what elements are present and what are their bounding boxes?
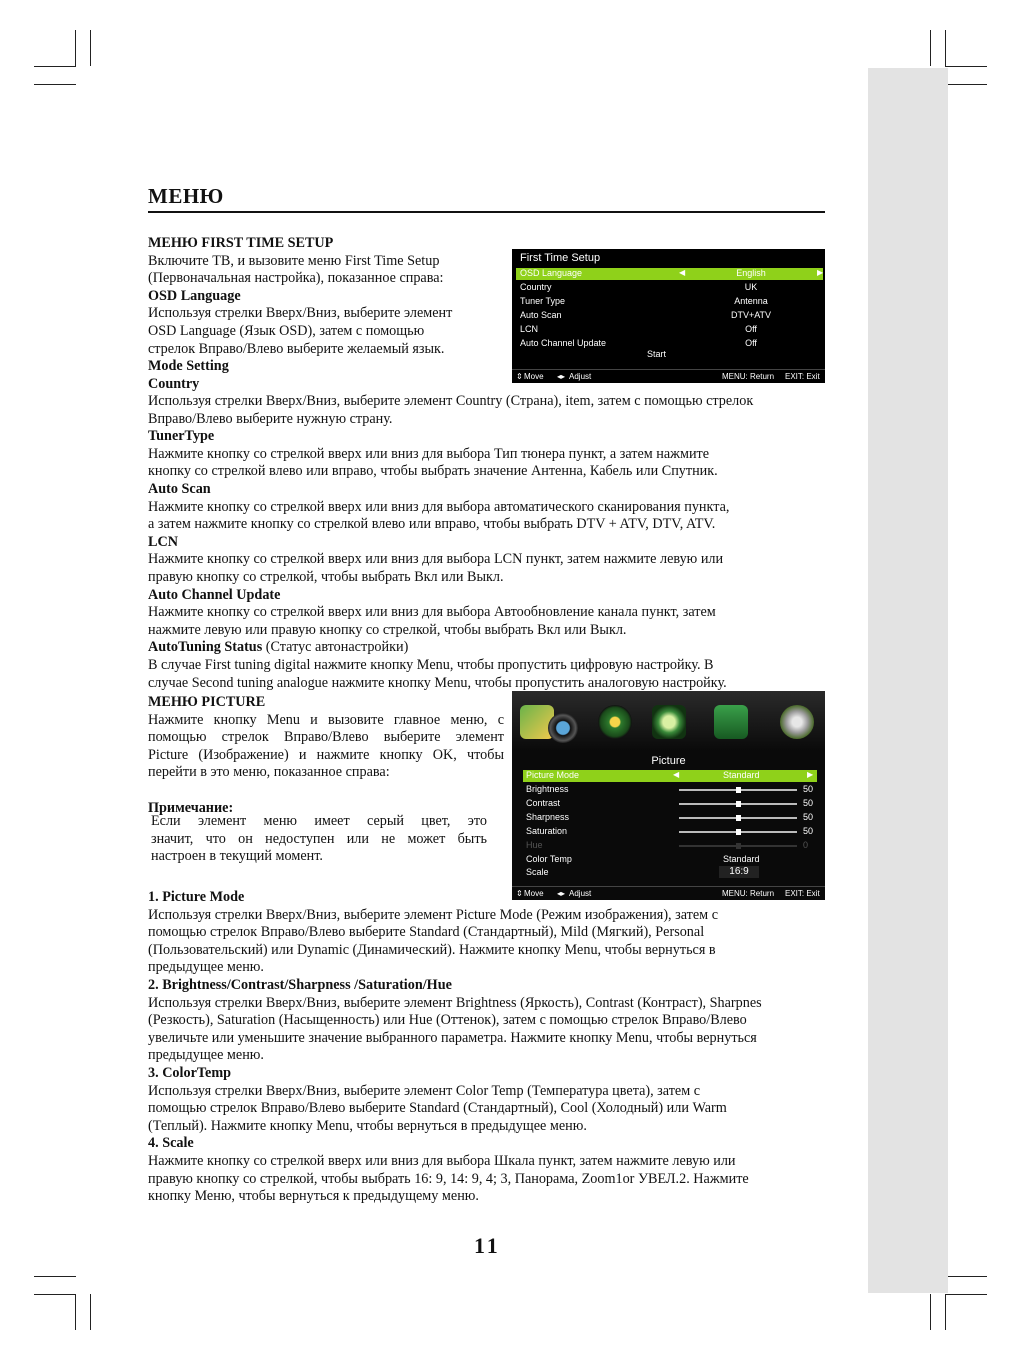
autotuning-status-line — [148, 639, 828, 657]
text-line: Нажмите кнопку Menu и вызовите главное меню, с — [148, 711, 504, 728]
note-text — [151, 813, 487, 866]
osd-language-row[interactable] — [516, 268, 823, 280]
row-label: LCN — [520, 324, 539, 334]
row-label: Picture Mode — [526, 770, 580, 780]
sharpness-row[interactable] — [523, 812, 817, 824]
auto-channel-update-heading: Auto Channel Update — [148, 586, 281, 603]
text-line: (Теплый). Нажмите кнопку Menu, чтобы вернуться в предыдущее меню. — [148, 1117, 587, 1134]
brightness-row[interactable] — [523, 784, 817, 796]
row-value: Standard — [723, 854, 760, 864]
updown-arrows-icon: ⇕ — [516, 372, 523, 381]
settings-gear-icon[interactable] — [780, 705, 814, 739]
text-line: правую кнопку со стрелкой, чтобы выбрать Вкл или Выкл. — [148, 568, 504, 585]
saturation-slider[interactable] — [679, 831, 797, 833]
leftright-arrows-icon: ◂▸ — [557, 372, 566, 381]
text-line: В случае First tuning digital нажмите кнопку Menu, чтобы пропустить цифровую настройку. В — [148, 656, 714, 673]
text-line: предыдущее меню. — [148, 1047, 264, 1064]
first-time-setup-intro — [148, 235, 498, 393]
screen-title: Picture — [651, 755, 686, 767]
row-value: 16:9 — [719, 866, 759, 878]
text-line: нажмите левую или правую кнопку со стрелкой, чтобы выбрать Вкл или Выкл. — [148, 621, 627, 638]
picture-mode-row[interactable] — [523, 770, 817, 782]
note-heading: Примечание: — [148, 799, 234, 816]
text-line: (Резкость), Saturation (Насыщенность) или Hue (Оттенок), затем с помощью стрелок Вправо/Влево — [148, 1012, 747, 1029]
title-rule — [148, 211, 825, 213]
footer-menu-return: MENU: Return — [722, 889, 775, 898]
autotuning-status-heading: AutoTuning Status — [148, 639, 263, 656]
sharpness-slider[interactable] — [679, 817, 797, 819]
auto-channel-update-row[interactable] — [516, 338, 823, 350]
page-title: МЕНЮ — [148, 184, 224, 208]
main-menu-icons — [512, 691, 825, 751]
arrow-left-icon: ◀ — [679, 268, 686, 277]
row-value: Antenna — [734, 296, 768, 306]
color-temp-row[interactable] — [523, 854, 817, 866]
contrast-row[interactable] — [523, 798, 817, 810]
country-heading: Country — [148, 375, 200, 392]
row-label: Auto Scan — [520, 310, 562, 320]
row-value: DTV+ATV — [730, 310, 772, 320]
scale-heading: 4. Scale — [148, 1135, 194, 1152]
page-number: 11 — [474, 1233, 501, 1258]
auto-scan-row[interactable] — [516, 310, 823, 322]
row-label: Tuner Type — [520, 296, 566, 306]
row-label: Saturation — [526, 826, 568, 836]
row-label: Scale — [526, 867, 549, 877]
sound-icon[interactable] — [598, 705, 632, 739]
section-heading: МЕНЮ FIRST TIME SETUP — [148, 235, 334, 251]
tuner-type-row[interactable] — [516, 296, 823, 308]
text-line: Вправо/Влево выберите нужную страну. — [148, 410, 393, 427]
row-label: Contrast — [526, 798, 561, 808]
text-line: Используя стрелки Вверх/Вниз, выберите элемент Color Temp (Температура цвета), затем с — [148, 1082, 701, 1099]
screen-footer — [512, 369, 825, 383]
gray-side-band — [868, 68, 948, 1293]
text-line: Нажмите кнопку со стрелкой вверх или вниз для выбора Тип тюнера пункт, а затем нажмите — [148, 445, 710, 462]
slider-knob[interactable] — [736, 829, 741, 835]
text-line: Нажмите кнопку со стрелкой вверх или вниз для выбора Шкала пункт, затем нажмите левую или — [148, 1152, 736, 1169]
row-value: 50 — [803, 784, 814, 794]
hue-slider — [679, 845, 797, 847]
picture-menu-body — [148, 889, 828, 1206]
footer-move: Move — [524, 889, 544, 898]
arrow-left-icon: ◀ — [673, 770, 680, 779]
footer-adjust: Adjust — [569, 372, 592, 381]
footer-exit: EXIT: Exit — [785, 372, 820, 381]
text-line: кнопку со стрелкой влево или вправо, чтобы выбрать значение Антенна, Кабель или Спутник. — [148, 463, 718, 480]
row-label: Sharpness — [526, 812, 570, 822]
footer-menu-return: MENU: Return — [722, 372, 775, 381]
text-line: предыдущее меню. — [148, 959, 264, 976]
leftright-arrows-icon: ◂▸ — [557, 889, 566, 898]
color-temp-heading: 3. ColorTemp — [148, 1064, 232, 1081]
row-label: Color Temp — [526, 854, 572, 864]
picture-menu-screen — [512, 691, 825, 900]
picture-menu-intro — [148, 694, 504, 818]
text-line: Используя стрелки Вверх/Вниз, выберите элемент Picture Mode (Режим изображения), затем с — [148, 906, 718, 923]
lock-icon[interactable] — [714, 705, 748, 739]
row-value: Off — [745, 338, 757, 348]
row-label: Country — [520, 282, 552, 292]
footer-exit: EXIT: Exit — [785, 889, 820, 898]
row-label: Brightness — [526, 784, 569, 794]
screen-title: First Time Setup — [520, 252, 601, 264]
saturation-row[interactable] — [523, 826, 817, 838]
tuner-type-heading: TunerType — [148, 428, 215, 445]
lcn-row[interactable] — [516, 324, 823, 336]
text-line: помощью стрелок Вправо/Влево выберите Standard (Стандартный), Mild (Мягкий), Personal — [148, 924, 705, 941]
row-label: OSD Language — [520, 268, 583, 278]
slider-knob[interactable] — [736, 787, 741, 793]
scale-row[interactable] — [523, 867, 817, 879]
row-value: 50 — [803, 798, 814, 808]
row-value: Standard — [723, 770, 760, 780]
row-value: 50 — [803, 826, 814, 836]
text-line: правую кнопку со стрелкой, чтобы выбрать 16: 9, 14: 9, 4; 3, Панорама, Zoom1or УВЕЛ.2. Нажмите — [148, 1170, 749, 1187]
picture-mode-heading: 1. Picture Mode — [148, 889, 245, 905]
text-line: помощью стрелок Вправо/Влево выберите элемент — [148, 729, 504, 746]
text-line: OSD Language (Язык OSD), затем с помощью — [148, 322, 425, 339]
row-value: 50 — [803, 812, 814, 822]
country-row[interactable] — [516, 282, 823, 294]
text-line: Если элемент меню имеет серый цвет, это — [151, 813, 487, 829]
text-line: Используя стрелки Вверх/Вниз, выберите элемент Country (Страна), item, затем с помощью стрелок — [148, 393, 754, 409]
brightness-slider[interactable] — [679, 789, 797, 791]
text-line: Picture (Изображение) и нажмите кнопку OK, чтобы — [148, 746, 504, 763]
osd-language-heading: OSD Language — [148, 287, 241, 304]
text-line: перейти в это меню, показанное справа: — [148, 764, 390, 781]
text-line: Используя стрелки Вверх/Вниз, выберите элемент — [148, 305, 453, 322]
section-heading: МЕНЮ PICTURE — [148, 694, 266, 710]
footer-adjust: Adjust — [569, 889, 592, 898]
first-time-setup-screen — [512, 249, 825, 383]
clock-icon[interactable] — [652, 705, 686, 739]
autotuning-status-suffix: (Статус автонастройки) — [262, 639, 409, 656]
mode-setting-heading: Mode Setting — [148, 358, 229, 375]
row-value: UK — [744, 282, 758, 292]
text-line: увеличьте или уменьшите значение выбранного параметра. Нажмите кнопку Menu, чтобы вернуться — [148, 1029, 757, 1046]
text-line: кнопку Меню, чтобы вернуться к предыдущему меню. — [148, 1188, 479, 1205]
slider-knob[interactable] — [736, 801, 741, 807]
text-line: случае Second tuning analogue нажмите кнопку Menu, чтобы пропустить аналоговую настройку. — [148, 674, 727, 691]
updown-arrows-icon: ⇕ — [516, 889, 523, 898]
row-value: English — [736, 268, 766, 278]
footer-move: Move — [524, 372, 544, 381]
row-value: 0 — [803, 840, 809, 850]
text-line: а затем нажмите кнопку со стрелкой влево или вправо, чтобы выбрать DTV + ATV, DTV, ATV. — [148, 516, 716, 533]
text-line: Нажмите кнопку со стрелкой вверх или вниз для выбора LCN пункт, затем нажмите левую или — [148, 551, 724, 568]
lcn-heading: LCN — [148, 533, 178, 550]
text-line: значит, что он недоступен или не может быть — [151, 830, 487, 847]
text-line: настроен в текущий момент. — [151, 848, 323, 865]
start-button[interactable]: Start — [647, 349, 667, 359]
first-time-setup-body — [148, 393, 828, 692]
row-label: Auto Channel Update — [520, 338, 607, 348]
text-line: (Пользовательский) или Dynamic (Динамический). Нажмите кнопку Menu, чтобы вернуться в — [148, 941, 716, 958]
text-line: Нажмите кнопку со стрелкой вверх или вниз для выбора автоматического сканирования пункта, — [148, 498, 730, 515]
row-value: Off — [745, 324, 757, 334]
row-label: Hue — [526, 840, 543, 850]
text-line: помощью стрелок Вправо/Влево выберите Standard (Стандартный), Cool (Холодный) или Warm — [148, 1100, 727, 1117]
auto-scan-heading: Auto Scan — [148, 480, 211, 497]
arrow-right-icon: ▶ — [817, 268, 824, 277]
screen-footer — [512, 886, 825, 900]
contrast-slider[interactable] — [679, 803, 797, 805]
arrow-right-icon: ▶ — [807, 770, 814, 779]
text-line: Включите ТВ, и вызовите меню First Time Setup — [148, 252, 440, 269]
text-line: стрелок Вправо/Влево выберите желаемый язык. — [148, 340, 445, 357]
slider-knob[interactable] — [736, 815, 741, 821]
camera-icon[interactable] — [548, 713, 578, 743]
text-line: (Первоначальная настройка), показанное справа: — [148, 270, 444, 287]
hue-row — [523, 840, 817, 852]
text-line: Нажмите кнопку со стрелкой вверх или вниз для выбора Автообновление канала пункт, затем — [148, 604, 716, 621]
text-line: Используя стрелки Вверх/Вниз, выберите элемент Brightness (Яркость), Contrast (Контраст), Sharpnes — [148, 994, 762, 1011]
slider-knob — [736, 843, 741, 849]
brightness-contrast-heading: 2. Brightness/Contrast/Sharpness /Saturation/Hue — [148, 976, 452, 993]
